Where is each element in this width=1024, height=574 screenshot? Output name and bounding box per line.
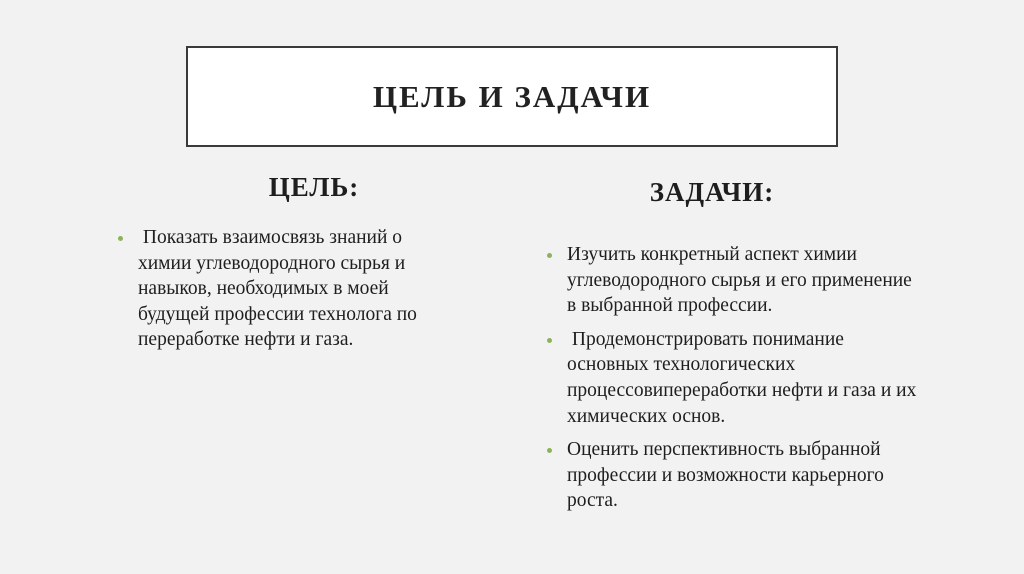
list-item — [118, 225, 417, 353]
list-item — [547, 242, 916, 319]
goal-heading: ЦЕЛЬ: — [268, 172, 360, 202]
item-line: в выбранной профессии. — [567, 295, 773, 317]
item-line: Продемонстрировать понимание — [567, 328, 844, 350]
item-line: Оценить перспективность выбранной — [567, 439, 881, 461]
item-line: химии углеводородного сырья и — [138, 252, 406, 274]
item-line: роста. — [567, 490, 618, 512]
item-line: процессовипереработки нефти и газа и их — [567, 379, 917, 401]
item-line: углеводородного сырья и его применение — [567, 269, 912, 291]
item-line: основных технологических — [567, 354, 796, 376]
title-box — [186, 46, 838, 147]
item-line: Показать взаимосвязь знаний о — [138, 227, 403, 248]
item-line: химических основ. — [567, 405, 726, 427]
bullet-icon — [118, 236, 123, 241]
tasks-list — [547, 242, 916, 522]
bullet-icon — [547, 253, 552, 258]
item-line: будущей профессии технолога по — [138, 303, 417, 325]
item-line: переработке нефти и газа. — [138, 329, 354, 351]
bullet-icon — [547, 448, 552, 453]
list-item — [547, 327, 916, 429]
tasks-heading: ЗАДАЧИ: — [649, 177, 775, 207]
list-item — [547, 437, 916, 514]
item-line: профессии и возможности карьерного — [567, 464, 884, 486]
slide-title: ЦЕЛЬ И ЗАДАЧИ — [372, 78, 652, 114]
item-line: Изучить конкретный аспект химии — [567, 244, 857, 265]
bullet-icon — [547, 338, 552, 343]
goal-list — [118, 225, 417, 353]
item-line: навыков, необходимых в моей — [138, 278, 389, 300]
